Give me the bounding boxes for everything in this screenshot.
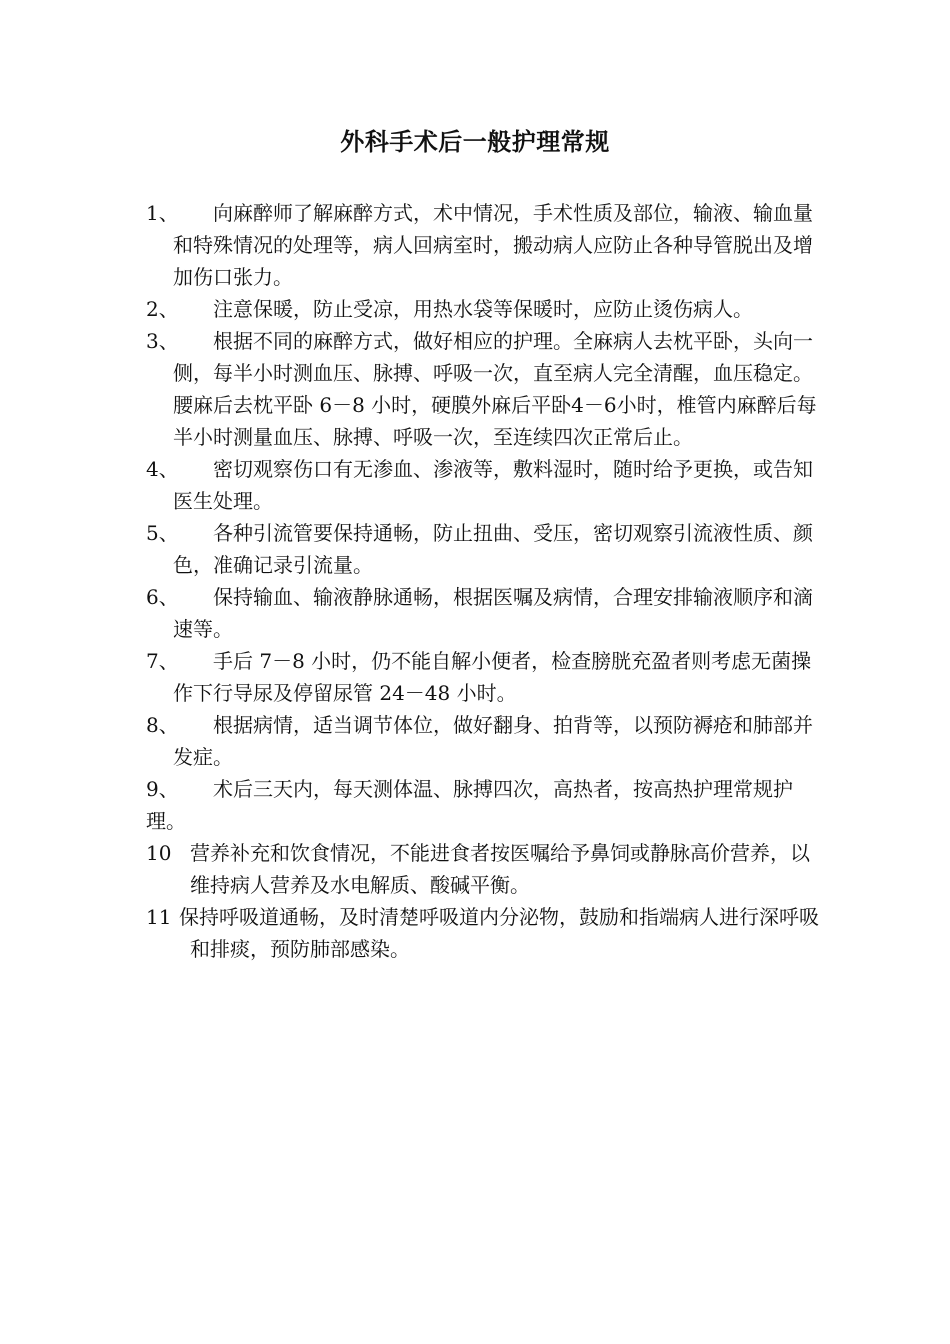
list-item: [146, 837, 826, 901]
item-number: 6、: [146, 585, 179, 609]
item-number: 7、: [146, 649, 179, 673]
item-text: 根据病情，适当调节体位，做好翻身、拍背等，以预防褥疮和肺部并发症。: [173, 713, 813, 769]
item-text: 密切观察伤口有无渗血、渗液等，敷料湿时，随时给予更换，或告知医生处理。: [173, 457, 813, 513]
item-text: 保持呼吸道通畅，及时清楚呼吸道内分泌物，鼓励和指端病人进行深呼吸和排痰，预防肺部感染。: [179, 905, 819, 961]
nursing-items-list: [146, 197, 826, 965]
item-text: 根据不同的麻醉方式，做好相应的护理。全麻病人去枕平卧，头向一侧，每半小时测血压、脉搏、呼吸一次，直至病人完全清醒，血压稳定。腰麻后去枕平卧 6－8 小时，硬膜外麻后平卧4－6小时，椎管内麻醉后每半小时测量血压、脉搏、呼吸一次，至连续四次正常后止。: [173, 329, 817, 449]
list-item: [146, 901, 826, 965]
item-number: 9、: [146, 777, 179, 801]
list-item: [146, 581, 826, 645]
item-text: 保持输血、输液静脉通畅，根据医嘱及病情，合理安排输液顺序和滴速等。: [173, 585, 813, 641]
document-title: 外科手术后一般护理常规: [340, 127, 610, 156]
item-text: 术后三天内，每天测体温、脉搏四次，高热者，按高热护理常规护理。: [146, 777, 793, 833]
list-item: [146, 709, 826, 773]
item-number: 10: [146, 841, 172, 865]
item-number: 2、: [146, 297, 179, 321]
item-text: 各种引流管要保持通畅，防止扭曲、受压，密切观察引流液性质、颜色，准确记录引流量。: [173, 521, 813, 577]
item-number: 1、: [146, 201, 179, 225]
item-number: 3、: [146, 329, 179, 353]
list-item: [146, 293, 826, 325]
list-item: [146, 645, 826, 709]
item-number: 8、: [146, 713, 179, 737]
list-item: [146, 517, 826, 581]
list-item: [146, 773, 826, 837]
item-text: 向麻醉师了解麻醉方式，术中情况，手术性质及部位，输液、输血量和特殊情况的处理等，病人回病室时，搬动病人应防止各种导管脱出及增加伤口张力。: [173, 201, 813, 289]
item-number: 11: [146, 905, 172, 929]
item-text: 手后 7－8 小时，仍不能自解小便者，检查膀胱充盈者则考虑无菌操作下行导尿及停留尿管 24－48 小时。: [173, 649, 812, 705]
item-number: 4、: [146, 457, 179, 481]
list-item: [146, 325, 826, 453]
list-item: [146, 197, 826, 293]
list-item: [146, 453, 826, 517]
item-number: 5、: [146, 521, 179, 545]
item-text: 营养补充和饮食情况，不能进食者按医嘱给予鼻饲或静脉高价营养，以维持病人营养及水电解质、酸碱平衡。: [190, 841, 810, 897]
item-text: 注意保暖，防止受凉，用热水袋等保暖时，应防止烫伤病人。: [213, 297, 753, 321]
